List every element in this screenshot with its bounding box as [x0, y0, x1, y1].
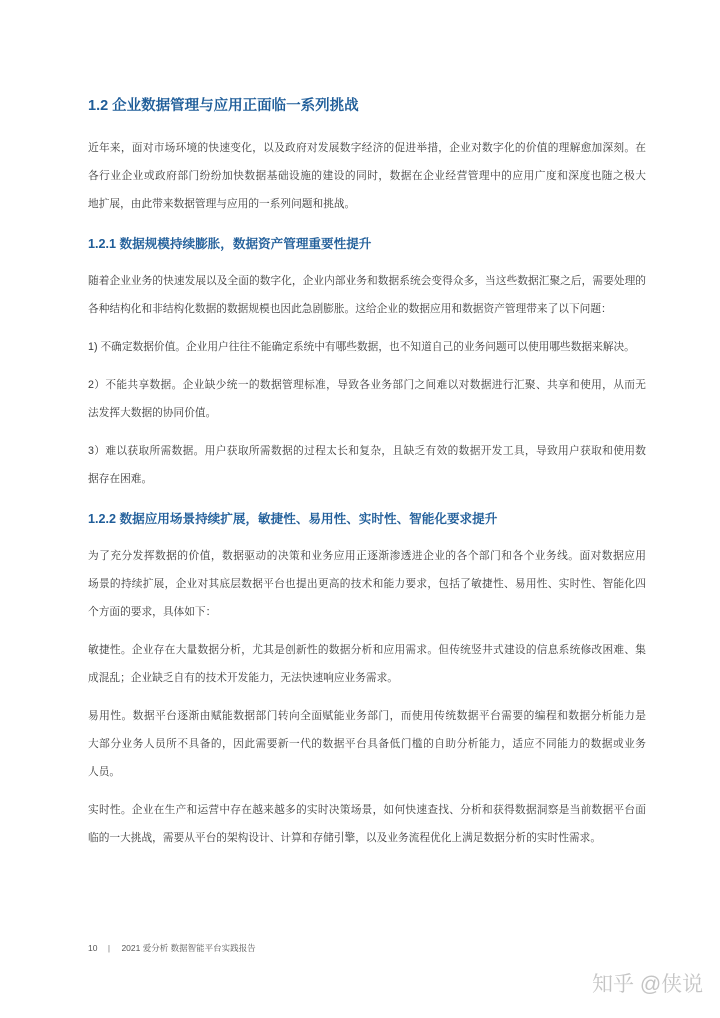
agility-paragraph	[88, 636, 646, 692]
subsection-heading-1-2-2: 1.2.2 数据应用场景持续扩展，敏捷性、易用性、实时性、智能化要求提升	[88, 512, 498, 526]
page-number: 10	[88, 943, 98, 953]
paragraph-line: 据存在困难。	[88, 473, 153, 485]
paragraph-line: 成混乱；企业缺乏自有的技术开发能力，无法快速响应业务需求。	[88, 672, 398, 684]
section-heading: 1.2 企业数据管理与应用正面临一系列挑战	[88, 98, 359, 114]
paragraph-line: 场景的持续扩展，企业对其底层数据平台也提出更高的技术和能力要求，包括了敏捷性、易用性、实时性、智能化四	[88, 578, 646, 590]
paragraph-line: 2）不能共享数据。企业缺少统一的数据管理标准，导致各业务部门之间难以对数据进行汇聚、共享和使用，从而无	[88, 379, 646, 391]
real-time-paragraph	[88, 796, 646, 852]
paragraph-line: 地扩展，由此带来数据管理与应用的一系列问题和挑战。	[88, 198, 356, 210]
report-page-content	[88, 92, 646, 862]
paragraph-line: 敏捷性。企业存在大量数据分析，尤其是创新性的数据分析和应用需求。但传统竖井式建设的信息系统修改困难、集	[88, 644, 646, 656]
ease-of-use-paragraph	[88, 702, 646, 786]
problem-item-3	[88, 437, 646, 493]
paragraph-line: 各种结构化和非结构化数据的数据规模也因此急剧膨胀。这给企业的数据应用和数据资产管理带来了以下问题：	[88, 303, 612, 315]
problem-item-1	[88, 333, 646, 361]
paragraph-line: 实时性。企业在生产和运营中存在越来越多的实时决策场景，如何快速查找、分析和获得数据洞察是当前数据平台面	[88, 804, 646, 816]
paragraph-line: 大部分业务人员所不具备的，因此需要新一代的数据平台具备低门槛的自助分析能力，适应不同能力的数据或业务	[88, 738, 646, 750]
paragraph-line: 易用性。数据平台逐渐由赋能数据部门转向全面赋能业务部门，而使用传统数据平台需要的编程和数据分析能力是	[88, 710, 646, 722]
paragraph-line: 个方面的要求，具体如下：	[88, 606, 217, 618]
watermark-text: 知乎 @侠说	[592, 973, 704, 996]
paragraph-line: 1) 不确定数据价值。企业用户往往不能确定系统中有哪些数据，也不知道自己的业务问题可以使用哪些数据来解决。	[88, 341, 635, 353]
paragraph-line: 随着企业业务的快速发展以及全面的数字化，企业内部业务和数据系统会变得众多，当这些数据汇聚之后，需要处理的	[88, 275, 646, 287]
problem-item-2	[88, 371, 646, 427]
page-footer	[88, 941, 256, 955]
paragraph-line: 3）难以获取所需数据。用户获取所需数据的过程太长和复杂，且缺乏有效的数据开发工具，导致用户获取和使用数	[88, 445, 646, 457]
paragraph-line: 为了充分发挥数据的价值，数据驱动的决策和业务应用正逐渐渗透进企业的各个部门和各个业务线。面对数据应用	[88, 550, 646, 562]
application-scenario-paragraph	[88, 542, 646, 626]
intro-paragraph	[88, 134, 646, 218]
footer-separator: |	[107, 943, 111, 953]
paragraph-line: 人员。	[88, 766, 121, 778]
paragraph-line: 法发挥大数据的协同价值。	[88, 407, 217, 419]
data-scale-paragraph	[88, 267, 646, 323]
subsection-heading-1-2-1: 1.2.1 数据规模持续膨胀，数据资产管理重要性提升	[88, 237, 372, 251]
paragraph-line: 近年来，面对市场环境的快速变化，以及政府对发展数字经济的促进举措，企业对数字化的价值的理解愈加深刻。在	[88, 142, 646, 154]
paragraph-line: 各行业企业或政府部门纷纷加快数据基础设施的建设的同时，数据在企业经营管理中的应用广度和深度也随之极大	[88, 170, 646, 182]
paragraph-line: 临的一大挑战，需要从平台的架构设计、计算和存储引擎，以及业务流程优化上满足数据分析的实时性需求。	[88, 832, 602, 844]
report-title: 2021 爱分析 数据智能平台实践报告	[121, 943, 256, 953]
